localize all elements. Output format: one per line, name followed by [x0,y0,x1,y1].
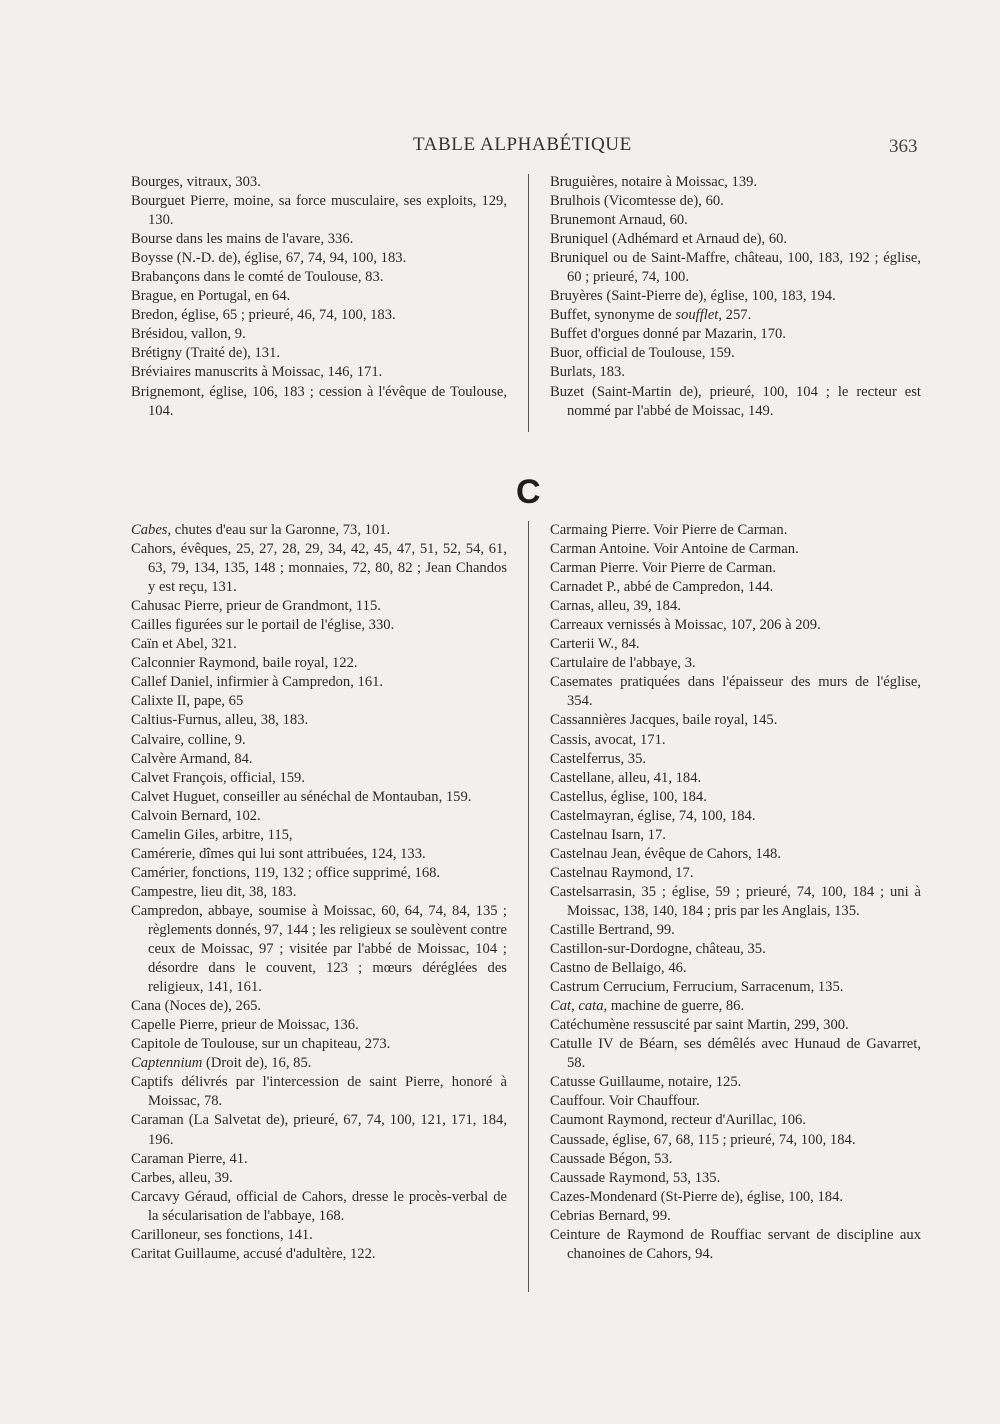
index-entry: Catéchumène ressuscité par saint Martin, 299, 300. [550,1017,849,1034]
index-entry: Cazes-Mondenard (St-Pierre de), église, 100, 184. [550,1188,844,1205]
index-entry: Castno de Bellaigo, 46. [550,960,687,977]
running-title: TABLE ALPHABÉTIQUE [413,134,632,155]
index-entry: Castelnau Isarn, 17. [550,826,666,843]
column-divider [528,174,529,432]
index-entry: Carterii W., 84. [550,636,640,653]
index-entry: Camérier, fonctions, 119, 132 ; office supprimé, 168. [131,864,441,881]
index-entry: Cebrias Bernard, 99. [550,1207,671,1224]
index-entry: Bruniquel (Adhémard et Arnaud de), 60. [550,231,788,248]
index-entry: Carman Antoine. Voir Antoine de Carman. [550,541,799,558]
index-entry: Castelmayran, église, 74, 100, 184. [550,807,756,824]
index-entry: Cana (Noces de), 265. [131,998,262,1015]
index-entry: Campredon, abbaye, soumise à Moissac, 60, 64, 74, 84, 135 ; règlements donnés, 97, 144 ; les religieux se soulèvent contre ceux de Moissac, 97 ; visitée par l'abbé de Moissac, 104 ; désordre dans le couvent, 123 ; mœurs déréglées des religieux, 141, 161. [131,902,507,996]
index-entry: Castelsarrasin, 35 ; église, 59 ; prieuré, 74, 100, 184 ; uni à Moissac, 138, 140, 184 ; pris par les Anglais, 135. [550,883,921,919]
index-entry: Cahors, évêques, 25, 27, 28, 29, 34, 42, 45, 47, 51, 52, 54, 61, 63, 79, 134, 135, 148 ; monnaies, 72, 80, 82 ; Jean Chandos y est reçu, 131. [131,541,507,596]
index-entry: Bredon, église, 65 ; prieuré, 46, 74, 100, 183. [131,307,396,324]
index-entry: Caltius-Furnus, alleu, 38, 183. [131,712,309,729]
index-entry: Calvet Huguet, conseiller au sénéchal de Montauban, 159. [131,788,472,805]
index-entry: Buffet, synonyme de soufflet, 257. [550,307,752,324]
index-entry: Capitole de Toulouse, sur un chapiteau, 273. [131,1036,391,1053]
index-entry: Catulle IV de Béarn, ses démêlés avec Hunaud de Gavarret, 58. [550,1036,921,1072]
index-entry: Caussade, église, 67, 68, 115 ; prieuré, 74, 100, 184. [550,1131,856,1148]
index-entry: Brabançons dans le comté de Toulouse, 83. [131,269,384,286]
index-column-b-left [131,173,507,421]
index-entry: Caritat Guillaume, accusé d'adultère, 122. [131,1245,376,1262]
index-entry: Burlats, 183. [550,364,625,381]
index-entry: Castelferrus, 35. [550,750,647,767]
index-entry: Bruguières, notaire à Moissac, 139. [550,174,758,190]
index-column-c-right [550,521,921,1264]
italic-term: Captennium [131,1055,203,1072]
index-entry: Brunemont Arnaud, 60. [550,212,688,229]
index-entry: Callef Daniel, infirmier à Campredon, 161. [131,674,384,691]
entry-text: (Droit de), 16, 85. [202,1055,312,1072]
page-number: 363 [889,136,918,157]
index-entry: Captifs délivrés par l'intercession de saint Pierre, honoré à Moissac, 78. [131,1074,507,1110]
index-entry: Castillon-sur-Dordogne, château, 35. [550,941,766,958]
index-entry: Cartulaire de l'abbaye, 3. [550,655,696,672]
index-entry: Castrum Cerrucium, Ferrucium, Sarracenum, 135. [550,979,844,996]
index-entry: Casemates pratiquées dans l'épaisseur des murs de l'église, 354. [550,674,921,710]
index-entry: Bruyères (Saint-Pierre de), église, 100, 183, 194. [550,288,836,305]
index-entry: Boysse (N.-D. de), église, 67, 74, 94, 100, 183. [131,250,407,267]
index-entry: Bourguet Pierre, moine, sa force musculaire, ses exploits, 129, 130. [131,193,507,229]
index-entry: Calvet François, official, 159. [131,769,306,786]
index-entry: Camelin Giles, arbitre, 115, [131,826,293,843]
section-letter-heading: C [516,473,541,511]
index-entry: Cassannières Jacques, baile royal, 145. [550,712,778,729]
italic-term: Cabes [131,522,168,538]
index-entry: Caussade Raymond, 53, 135. [550,1169,721,1186]
index-entry: Buor, official de Toulouse, 159. [550,345,735,362]
index-entry: Carcavy Géraud, official de Cahors, dresse le procès-verbal de la sécularisation de l'abbaye, 168. [131,1188,507,1224]
index-entry: Castelnau Raymond, 17. [550,864,694,881]
index-entry: Cailles figurées sur le portail de l'église, 330. [131,617,395,634]
index-entry: Caraman (La Salvetat de), prieuré, 67, 74, 100, 121, 171, 184, 196. [131,1112,507,1148]
italic-term: Cat, cata, [550,998,608,1015]
index-entry: Castellus, église, 100, 184. [550,788,707,805]
entry-text: , chutes d'eau sur la Garonne, 73, 101. [167,522,391,538]
page-header [0,130,1000,160]
index-entry: Carmaing Pierre. Voir Pierre de Carman. [550,522,788,538]
index-entry: Castille Bertrand, 99. [550,921,675,938]
index-entry-cat [550,997,921,1016]
index-entry: Calixte II, pape, 65 [131,693,244,710]
index-entry: Caussade Bégon, 53. [550,1150,673,1167]
index-entry: Brulhois (Vicomtesse de), 60. [550,193,724,210]
index-entry: Castellane, alleu, 41, 184. [550,769,702,786]
index-entry: Carbes, alleu, 39. [131,1169,233,1186]
index-entry-cabes [131,521,507,540]
index-entry: Brésidou, vallon, 9. [131,326,246,343]
index-entry: Capelle Pierre, prieur de Moissac, 136. [131,1017,359,1034]
index-entry: Cahusac Pierre, prieur de Grandmont, 115. [131,598,381,615]
index-entry: Camérerie, dîmes qui lui sont attribuées, 124, 133. [131,845,426,862]
index-entry: Bruniquel ou de Saint-Maffre, château, 100, 183, 192 ; église, 60 ; prieuré, 74, 100. [550,250,921,286]
index-entry: Carnas, alleu, 39, 184. [550,598,681,615]
index-entry: Carman Pierre. Voir Pierre de Carman. [550,560,777,577]
index-entry: Brignemont, église, 106, 183 ; cession à l'évêque de Toulouse, 104. [131,383,507,419]
index-entry: Buzet (Saint-Martin de), prieuré, 100, 104 ; le recteur est nommé par l'abbé de Moissac, 149. [550,383,921,419]
index-entry: Caraman Pierre, 41. [131,1150,248,1167]
index-entry: Calvère Armand, 84. [131,750,253,767]
index-entry: Calvaire, colline, 9. [131,731,246,748]
index-column-c-left [131,521,507,1264]
index-column-b-right [550,173,921,421]
index-entry: Bourges, vitraux, 303. [131,174,261,190]
index-entry: Brétigny (Traité de), 131. [131,345,281,362]
entry-text: machine de guerre, 86. [607,998,745,1015]
index-entry: Buffet d'orgues donné par Mazarin, 170. [550,326,786,343]
index-entry: Catusse Guillaume, notaire, 125. [550,1074,742,1091]
italic-term: soufflet [675,307,719,324]
index-entry: Carilloneur, ses fonctions, 141. [131,1226,313,1243]
index-entry: Bréviaires manuscrits à Moissac, 146, 171. [131,364,383,381]
index-entry: Calvoin Bernard, 102. [131,807,261,824]
index-entry: Ceinture de Raymond de Rouffiac servant de discipline aux chanoines de Cahors, 94. [550,1226,921,1262]
index-entry: Cauffour. Voir Chauffour. [550,1093,700,1110]
index-entry: Caumont Raymond, recteur d'Aurillac, 106. [550,1112,806,1129]
index-entry: Bourse dans les mains de l'avare, 336. [131,231,354,248]
index-entry: Carnadet P., abbé de Campredon, 144. [550,579,774,596]
index-entry: Castelnau Jean, évêque de Cahors, 148. [550,845,781,862]
index-entry-captennium [131,1054,507,1073]
index-entry: Carreaux vernissés à Moissac, 107, 206 à 209. [550,617,821,634]
index-entry: Cassis, avocat, 171. [550,731,666,748]
index-entry: Brague, en Portugal, en 64. [131,288,291,305]
index-entry: Caïn et Abel, 321. [131,636,237,653]
index-entry: Calconnier Raymond, baile royal, 122. [131,655,358,672]
index-entry: Campestre, lieu dit, 38, 183. [131,883,297,900]
column-divider [528,521,529,1292]
